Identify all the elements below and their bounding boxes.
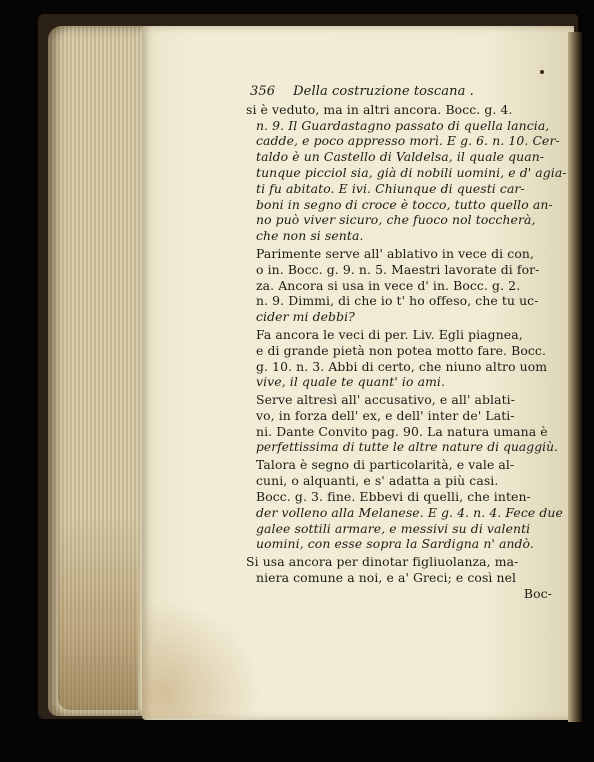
text-line: n. 9. Dimmi, di che io t' ho offeso, che tu uc- [256,293,539,309]
text-line: cuni, o alquanti, e s' adatta a più casi. [256,473,499,489]
water-stain [142,600,262,718]
text-line: cadde, e poco appresso morì. E g. 6. n. 10. Cer- [256,133,560,149]
running-header [250,84,552,100]
text-line: g. 10. n. 3. Abbi di certo, che niuno altro uom [256,358,548,374]
text-line: tunque picciol sia, già di nobili uomini, e d' agia- [256,164,567,180]
paragraph-start: Parimente serve all' ablativo in vece di con, [256,245,534,261]
ink-dot [540,70,544,74]
page-text-block [246,84,567,602]
text-line: perfettissima di tutte le altre nature di quaggiù. [256,439,559,454]
text-line: che non si senta. [256,228,364,244]
text-line: vo, in forza dell' ex, e dell' inter de' Lati- [256,407,515,423]
spine-gutter [568,32,582,722]
running-title: Della costruzione toscana . [293,84,474,99]
text-line: e di grande pietà non potea motto fare. Bocc. [256,342,547,358]
text-line: uomini, con esse sopra la Sardigna n' andò. [256,536,534,552]
text-line: ti fu abitato. E ivi. Chiunque di questi car- [256,180,525,196]
text-line: ni. Dante Convito pag. 90. La natura umana è [256,423,548,439]
paragraph-start: Serve altresì all' accusativo, e all' ablati- [256,392,516,408]
text-line: boni in segno di croce è tocco, tutto quello an- [256,196,553,212]
edge-stain [58,520,138,710]
text-line: si è veduto, ma in altri ancora. Bocc. g. 4. [246,101,513,117]
paragraph-start: Talora è segno di particolarità, e vale al- [256,457,515,473]
text-line: niera comune a noi, e a' Greci; e così nel [256,569,517,585]
paragraph-start: Si usa ancora per dinotar figliuolanza, ma- [246,554,519,570]
text-line: Bocc. g. 3. fine. Ebbevi di quelli, che inten- [256,488,531,504]
text-line: za. Ancora si usa in vece d' in. Bocc. g. 2. [256,277,521,293]
text-line: o in. Bocc. g. 9. n. 5. Maestri lavorate di for- [256,261,540,277]
paragraph-start: Fa ancora le veci di per. Liv. Egli piagnea, [256,326,523,342]
text-line: taldo è un Castello di Valdelsa, il quale quan- [256,149,545,165]
text-line: no può viver sicuro, che fuoco nol toccherà, [256,212,536,228]
text-line: cider mi debbi? [256,309,355,325]
catchword: Boc- [523,585,552,601]
text-line: galee sottili armare, e messivi su di valenti [256,520,531,536]
text-line: n. 9. Il Guardastagno passato di quella lancia, [256,117,550,133]
text-line: vive, il quale te quant' io ami. [256,374,446,390]
text-line: der volleno alla Melanese. E g. 4. n. 4. Fece due [256,504,563,520]
page-number: 356 [250,84,276,99]
